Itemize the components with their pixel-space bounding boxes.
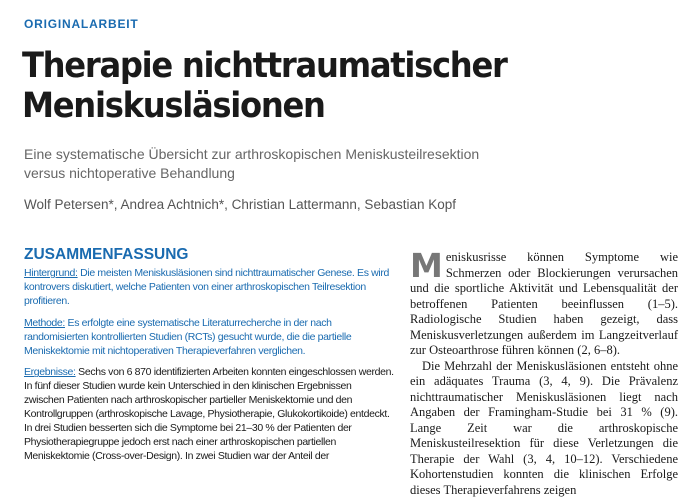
summary-heading: ZUSAMMENFASSUNG	[24, 246, 394, 264]
method-text: Es erfolgte eine systematische Literaturrecherche in der nach randomisierten kontrollierten Studien (RCTs) gesucht wurde, die die partielle Meniskektomie mit nichtoperativen Therapieverfahren verglichen.	[24, 317, 351, 357]
article-kicker: ORIGINALARBEIT	[24, 17, 139, 31]
subtitle-line-1: Eine systematische Übersicht zur arthroskopischen Meniskusteilresektion	[24, 146, 479, 162]
article-title	[22, 46, 629, 126]
body-paragraph-2: Die Mehrzahl der Meniskusläsionen entsteht ohne ein adäquates Trauma (3, 4, 9). Die Prävalenz nichttraumatischer Meniskusläsionen liegt nach Angaben der Framingham-Studie bei 31 % (9). Lange Zeit war die arthroskopische Meniskusteilresektion für diese Verletzungen die Therapie der Wahl (3, 4, 10–12). Verschiedene Kohortenstudien konnten die klinischen Erfolge dieses Therapieverfahrens zeigen	[410, 359, 678, 498]
background-label: Hintergrund:	[24, 267, 78, 279]
subtitle-line-2: versus nichtoperative Behandlung	[24, 165, 235, 181]
results-label: Ergebnisse:	[24, 366, 76, 378]
summary-column	[24, 246, 394, 472]
body-paragraph-1	[410, 250, 678, 359]
summary-method	[24, 317, 394, 359]
body-column	[410, 250, 678, 498]
body-paragraph-1-text: eniskusrisse können Symptome wie Schmerzen oder Blockierungen verursachen und die sportliche Aktivität und Lebensqualität der betroffenen Patienten beeinflussen (1–5). Radiologische Studien haben gezeigt, dass Meniskusverletzungen außerdem im Langzeitverlauf zur Osteoarthrose führen können (2, 6–8).	[410, 250, 678, 357]
title-line-1: Therapie nichttraumatischer	[22, 46, 507, 86]
background-text: Die meisten Meniskusläsionen sind nichttraumatischer Genese. Es wird kontrovers diskutiert, welche Patienten von einer arthroskopischen Teilresektion profitieren.	[24, 267, 389, 307]
summary-results	[24, 366, 394, 463]
method-label: Methode:	[24, 317, 65, 329]
summary-background	[24, 267, 394, 309]
results-text: Sechs von 6 870 identifizierten Arbeiten konnten eingeschlossen werden. In fünf dieser Studien wurde kein Unterschied in den klinischen Ergebnissen zwischen Patienten nach arthroskopischer partieller Meniskektomie und den Kontrollgruppen (arthroskopische Lavage, Physiotherapie, Glukokortikoide) entdeckt. In drei Studien besserten sich die Symptome bei 21–30 % der Patienten der Physiotherapiegruppe jedoch erst nach einer arthroskopischen partiellen Meniskektomie (Cross-over-Design). In zwei Studien war der Anteil der	[24, 366, 394, 461]
article-subtitle	[24, 145, 644, 183]
title-line-2: Meniskusläsionen	[22, 86, 325, 126]
drop-cap: M	[410, 251, 442, 280]
author-list: Wolf Petersen*, Andrea Achtnich*, Christian Lattermann, Sebastian Kopf	[24, 197, 664, 212]
